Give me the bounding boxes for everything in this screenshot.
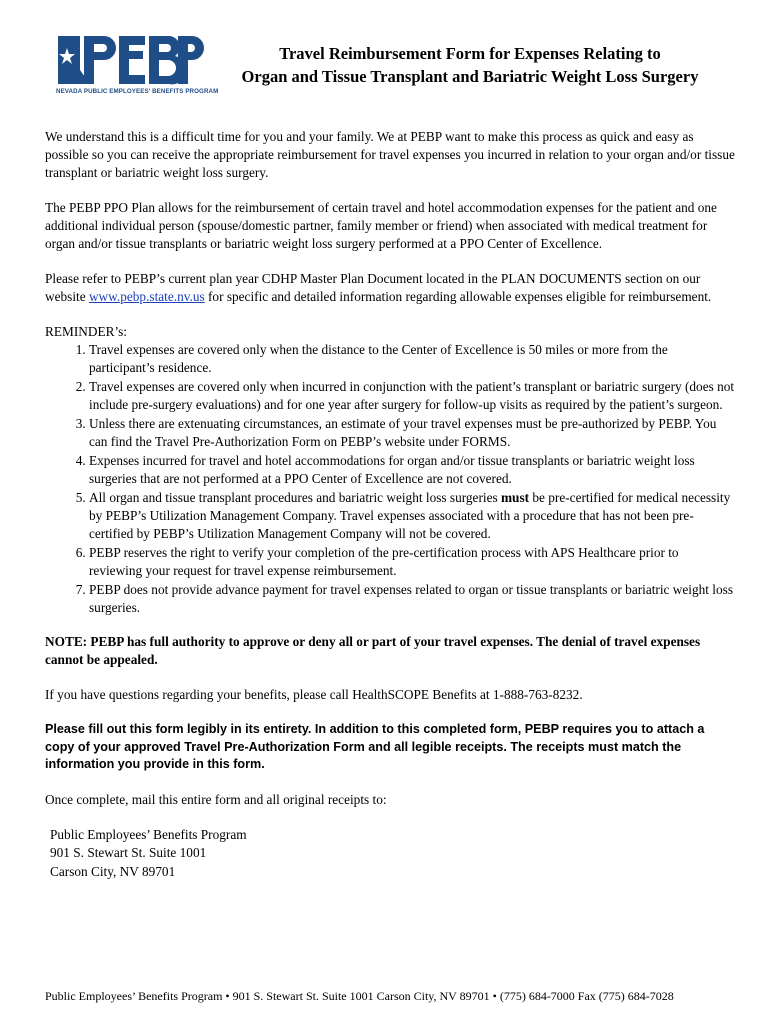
reminder-item-7: 7. PEBP does not provide advance payment for travel expenses related to organ or tissue transplants or bariatric weight loss surgeries. (89, 581, 735, 617)
mailing-address (50, 826, 735, 882)
questions-paragraph: If you have questions regarding your benefits, please call HealthSCOPE Benefits at 1-888-763-8232. (45, 687, 583, 702)
reminder-item-5-end: be pre-certified for medical necessity by PEBP’s Utilization Management Company. Travel expenses associated with a procedure that has not been pre-certified by PEBP’s Utilization Management Company will not be covered. (89, 490, 731, 541)
address-line-2: 901 S. Stewart St. Suite 1001 (50, 845, 207, 860)
mail-paragraph: Once complete, mail this entire form and all original receipts to: (45, 791, 387, 807)
reminder-item-6: 6. PEBP reserves the right to verify your completion of the pre-certification process with APS Healthcare prior to reviewing your request for travel expense reimbursement. (89, 544, 735, 580)
title-line-1: Travel Reimbursement Form for Expenses Relating to (279, 44, 661, 63)
reminder-item-1: 1. Travel expenses are covered only when the distance to the Center of Excellence is 50 miles or more from the participant’s residence. (89, 341, 735, 377)
reminder-item-5-start: All organ and tissue transplant procedures and bariatric weight loss surgeries (89, 490, 501, 505)
reminders-heading: REMINDER’s: (45, 324, 128, 339)
note-paragraph: NOTE: PEBP has full authority to approve or deny all or part of your travel expenses. The denial of travel expenses cannot be appealed. (45, 634, 701, 667)
page-title (215, 42, 725, 88)
reminder-item-5 (89, 489, 735, 543)
reminder-item-3: 3. Unless there are extenuating circumstances, an estimate of your travel expenses must be pre-authorized by PEBP. You can find the Travel Pre-Authorization Form on PEBP’s website under FORMS. (89, 415, 735, 451)
pebp-logo-mark (56, 34, 206, 88)
website-link[interactable]: www.pebp.state.nv.us (88, 289, 205, 304)
intro-paragraph-1: We understand this is a difficult time for you and your family. We at PEBP want to make this process as quick and easy as possible so you can receive the appropriate reimbursement for travel expenses you incurred in relation to your organ and/or tissue transplant or bariatric weight loss surgery. (45, 129, 735, 180)
logo-subtitle: NEVADA PUBLIC EMPLOYEES' BENEFITS PROGRAM (56, 88, 219, 95)
address-line-1: Public Employees’ Benefits Program (50, 826, 247, 842)
title-line-2: Organ and Tissue Transplant and Bariatric Weight Loss Surgery (241, 67, 699, 86)
address-line-3: Carson City, NV 89701 (50, 863, 176, 879)
intro-paragraph-2: The PEBP PPO Plan allows for the reimbursement of certain travel and hotel accommodation expenses for the patient and one additional individual person (spouse/domestic partner, family member or friend) when associated with medical treatment for organ and/or tissue transplants or bariatric weight loss surgery performed at a PPO Center of Excellence. (45, 200, 717, 251)
reminder-item-5-emphasis: must (500, 490, 530, 505)
document-body (45, 128, 735, 881)
reminder-item-4: 4. Expenses incurred for travel and hotel accommodations for organ and/or tissue transplants or bariatric weight loss surgeries that are not performed at a PPO Center of Excellence are not covered. (89, 452, 735, 488)
reminders-list (45, 341, 735, 617)
instructions-paragraph: Please fill out this form legibly in its entirety. In addition to this completed form, PEBP requires you to attach a copy of your approved Travel Pre-Authorization Form and all legible receipts. The receipts must match the information you provide in this form. (45, 722, 705, 771)
intro-paragraph-3-start: Please refer to PEBP’s current plan year CDHP Master Plan Document located in the PLAN DOCUMENTS section on our website (45, 271, 701, 304)
reminder-item-2: 2. Travel expenses are covered only when incurred in conjunction with the patient’s transplant or bariatric surgery (does not include pre-surgery evaluations) and for one year after surgery for follow-up visits as required by the patient’s surgeon. (89, 378, 735, 414)
intro-paragraph-3-end: for specific and detailed information regarding allowable expenses eligible for reimbursement. (204, 289, 712, 304)
page-footer: Public Employees’ Benefits Program • 901 S. Stewart St. Suite 1001 Carson City, NV 89701 • (775) 684-7000 Fax (775) 684-7028 (45, 989, 674, 1003)
intro-paragraph-3 (45, 270, 735, 306)
pebp-logo (56, 34, 219, 96)
